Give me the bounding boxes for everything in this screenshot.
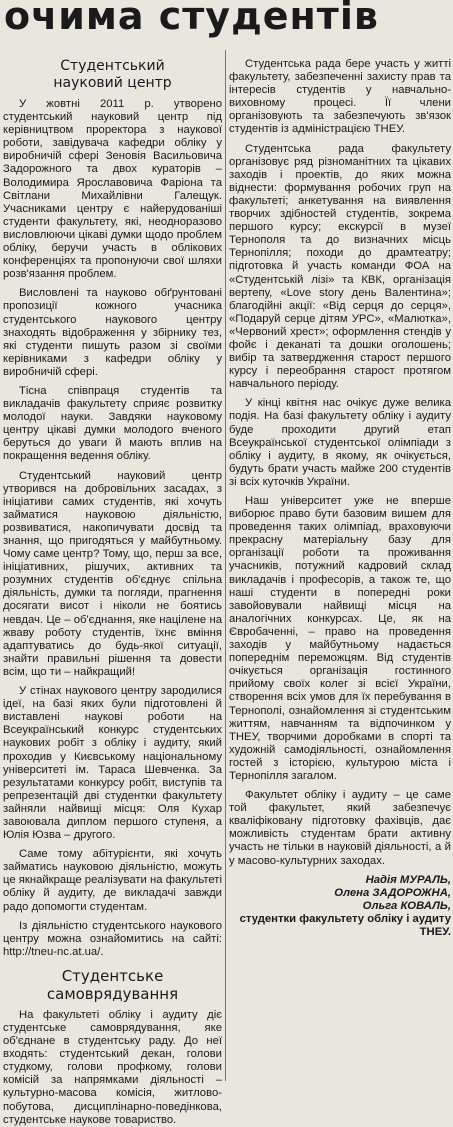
paragraph: Висловлені та науково обґрунтовані пропозиції кожного учасника студентського наукового центру знаходять відображення у збірнику тез, які студенти пишуть разом зі своїми керівниками з кафедри обліку у виробничій сфері. xyxy=(3,287,222,378)
section-heading-science-center: Студентський науковий центр xyxy=(53,58,172,91)
section-heading-self-government: Студентське самоврядування xyxy=(46,966,179,1003)
paragraph: Студентська рада бере участь у житті факультету, забезпеченні захисту прав та інтересів студентів у навчально-виховному процесі. Її члени організовують та забезпечують зв'язок студентів із адміністрацією ТНЕУ. xyxy=(229,58,451,136)
signature-name: Олена ЗАДОРОЖНА, xyxy=(334,886,451,899)
paragraph: У кінці квітня нас очікує дуже велика подія. На базі факультету обліку і аудиту буде проходити другий етап Всеукраїнської студентської олімпіади з обліку і аудиту, в якому, як очікується, будуть брати участь майже 200 студентів зі всіх куточків України. xyxy=(229,397,451,488)
column-divider xyxy=(225,50,226,1081)
paragraph: У жовтні 2011 р. утворено студентський науковий центр під керівництвом проректора з наукової роботи, завідувача кафедри обліку у виробничій сфері Зеновія Васильовича Задорожного та двох кураторів – Володимира Ярославовича Фаріона та Світлани Михайлівни Галещук. Учасниками центру є найерудованіші студенти факультету, які, неодноразово висловлюючи цікаві думки щодо проблем обліку, беручи участь в облікових конференціях та пропонуючи свої шляхи розв'язання проблем. xyxy=(3,98,222,281)
paragraph-website: Із діяльністю студентського наукового центру можна ознайомитись на сайті: http://tneu-nc.at.ua/. xyxy=(3,919,222,958)
signature-role: студентки факультету обліку і аудиту ТНЕУ. xyxy=(239,912,451,938)
paragraph: У стінах наукового центру зародилися ідеї, на базі яких були підготовлені й виставлені наукові роботи на Всеукраїнський конкурс студентських наукових робіт з обліку і аудиту, який проходив у Києвському національному університеті ім. Тараса Шевченка. За результатами конкурсу робіт, виступів та репрезентацій дві студентки факультету зайняли найвищі місця: Оля Кухар завоювала диплом першого ступеня, а Юлія Юзва – другого. xyxy=(3,685,222,842)
paragraph: Студентська рада факультету організовує ряд різноманітних та цікавих заходів і проектів, до яких можна віднести: формування робочих груп на факультеті; анкетування на виявлення творчих здібностей студентів, зокрема першого курсу; екскурсії в музеї Тернополя та до визначних місць Тернопілля; походи до драмтеатру; підготовка й участь команди ФОА на «Студентській лізі» та КВК, організація вертепу, «Love story день Валентина»; благодійні акції: «Від серця до серця», «Подаруй серце дітям УРС», «Малютка», «Червоний хрест»; оформлення стендів у фойє і деканаті та дошки оголошень; вибір та затвердження старост першого курсу і переобрання старост протягом навчального періоду. xyxy=(229,142,451,391)
paragraph: Наш університет уже не вперше виборює право бути базовим вишем для проведення таких олімпіад, враховуючи прекрасну матеріальну базу для організації роботи та проживання учасників, потужний кадровий склад викладачів і професорів, а також те, що наші студенти в попередні роки завойовували найвищі місця на аналогічних конкурсах. Це, як на Євробаченні, – право на проведення заходів у майбутньому надається попереднім переможцям. Від студентів очікується організація гостинного прийому своїх колег зі всієї України, створення всіх умов для їх перебування в Тернополі, ознайомлення зі студентським життям, навчанням та відпочинком у ТНЕУ, творчими доробками в спорті та художній самодіяльності, ознайомлення гостей з історією, культурою міста і Тернопілля загалом. xyxy=(229,495,451,782)
page-title: очима студентів xyxy=(4,0,379,38)
paragraph: Факультет обліку і аудиту – це саме той факультет, який забезпечує кваліфіковану підготовку фахівців, дає можливість студентам брати активну участь не тільки в науковій діяльності, а й у масово-культурних заходах. xyxy=(229,789,451,867)
paragraph: Тісна співпраця студентів та викладачів факультету сприяє розвитку молодої науки. Завдяки науковому центру цікаві думки молодого вченого беруться до уваги й мають вплив на покращення ведення обліку. xyxy=(3,384,222,463)
signature-block xyxy=(229,874,451,939)
left-column xyxy=(3,58,222,1126)
paragraph: На факультеті обліку і аудиту діє студентське самоврядування, яке об'єднане в студентську раду. До неї входять: студентський декан, голови студкому, голови профкому, голови комісій за напрямками діяльності – культурно-масова комісія, житлово-побутова, дисциплінарно-поведінкова, студентське наукове товариство. xyxy=(3,1008,222,1126)
paragraph: Саме тому абітурієнти, які хочуть займатись науковою діяльністю, можуть це якнайкраще реалізувати на факультеті обліку й аудиту, де викладачі завжди радо допомогти студентам. xyxy=(3,848,222,913)
signature-name: Надія МУРАЛЬ, xyxy=(365,873,451,886)
signature-name: Ольга КОВАЛЬ, xyxy=(362,899,451,912)
right-column xyxy=(229,58,451,1081)
paragraph: Студентський науковий центр утворився на добровільних засадах, з ініціативи самих студентів, які хочуть займатися науковою діяльністю, розвиватися, накопичувати досвід та знання, що пригодяться у майбутньому. Чому саме центр? Тому, що, перш за все, ініціативних, рішучих, активних та розумних студентів об'єднує спільна діяльність, думки та погляди, прагнення досягати висот і ніколи не боятись невдач. Це – об'єднання, яке націлене на жваву роботу студентів, їхнє вміння адаптуватись до будь-якої ситуації, знайти правильні рішення та довести всім, що ти – найкращий! xyxy=(3,469,222,678)
